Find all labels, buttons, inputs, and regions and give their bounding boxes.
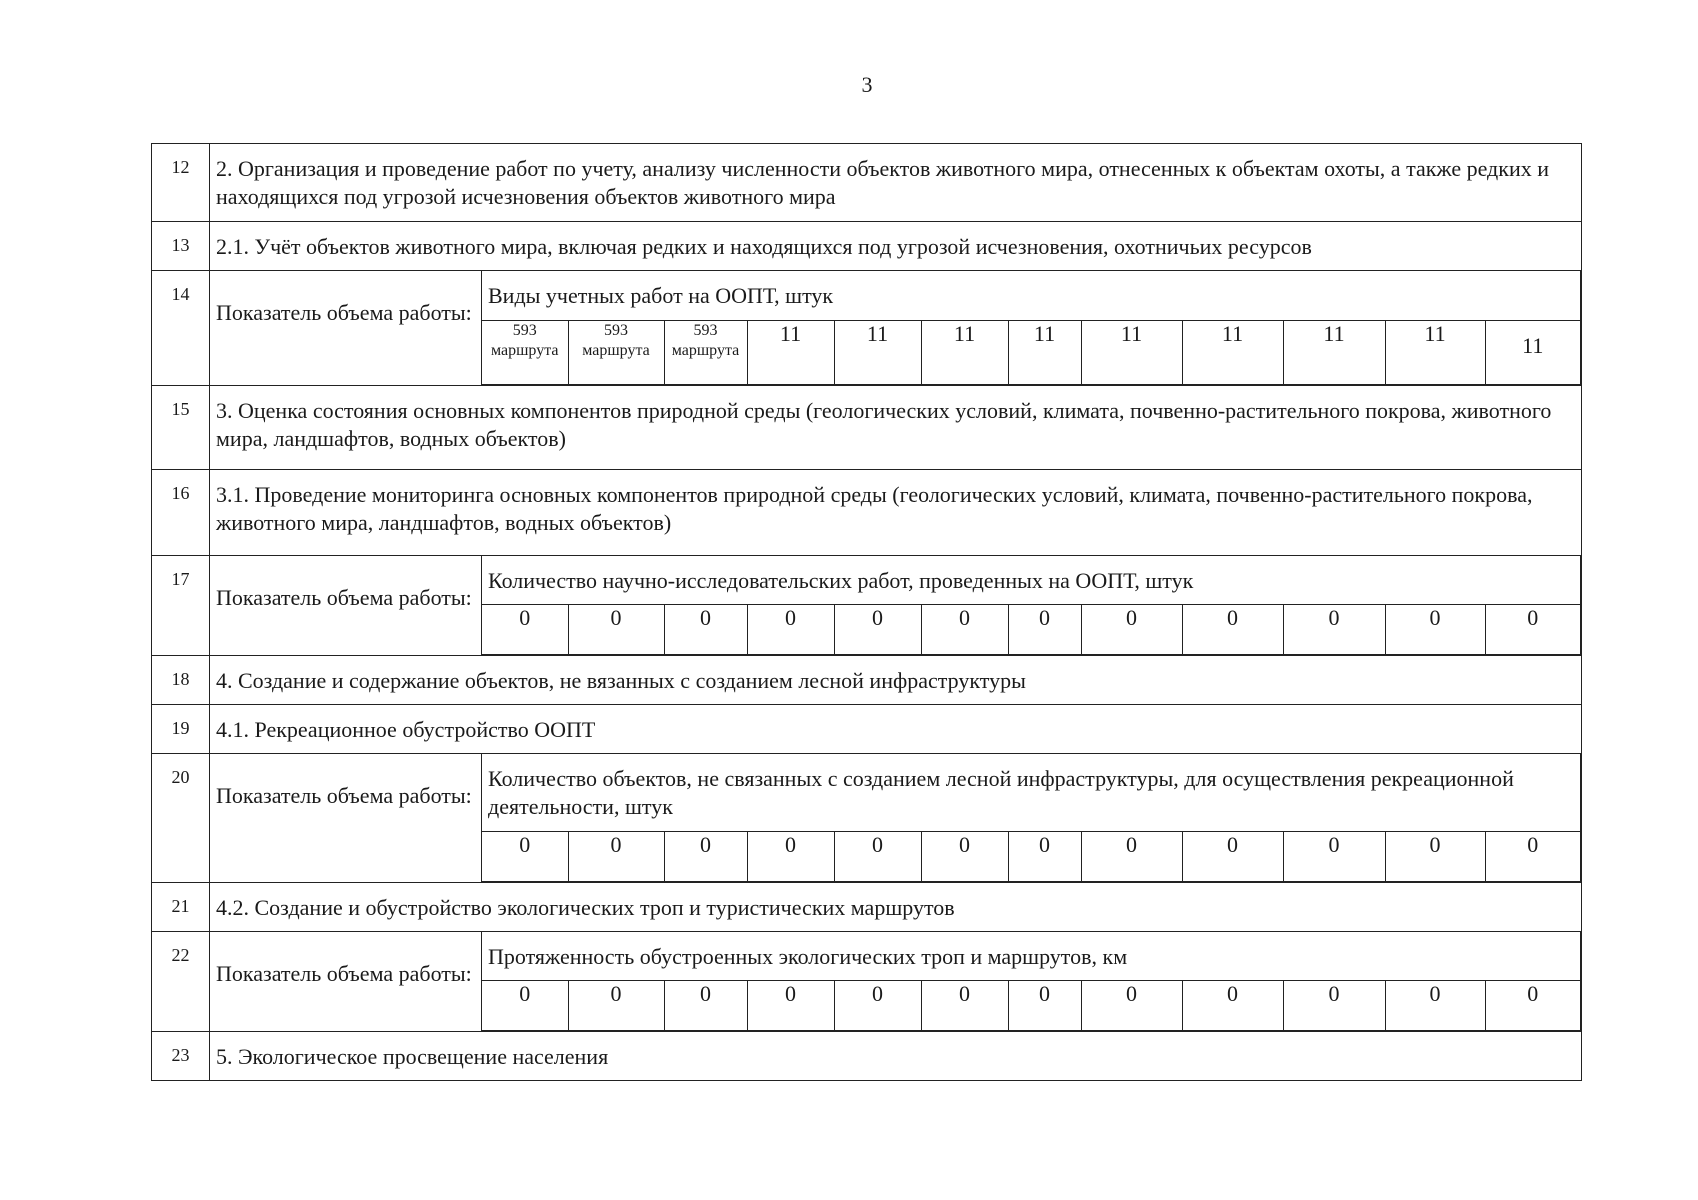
value-cell: 0 [1385,831,1485,881]
value-cell: 0 [1385,605,1485,655]
table-row [152,754,1582,883]
value-cell: 0 [568,981,664,1031]
value-cell: 0 [1182,831,1283,881]
indicator-label: Показатель объема работы: [210,271,482,386]
value: 593 [693,321,718,339]
section-title: 5. Экологическое просвещение населения [210,1032,1582,1081]
value-cell: 0 [1485,605,1581,655]
value-unit: маршрута [671,341,740,359]
value-unit: маршрута [582,341,650,359]
value-cell: 0 [1081,831,1182,881]
value-cell: 0 [921,831,1008,881]
value-cell: 0 [834,981,921,1031]
subsection-title: 2.1. Учёт объектов животного мира, включая редких и находящихся под угрозой исчезновения, охотничьих ресурсов [210,222,1582,271]
value-cell: 0 [921,981,1008,1031]
value-cell: 0 [1008,605,1081,655]
row-number: 22 [152,931,210,1032]
page-number: 3 [861,72,873,97]
row-number: 16 [152,469,210,555]
section-title: 4. Создание и содержание объектов, не вязанных с созданием лесной инфраструктуры [210,656,1582,705]
value-cell: 0 [1081,605,1182,655]
table-row [152,1032,1582,1081]
section-title: 2. Организация и проведение работ по учету, анализу численности объектов животного мира, отнесенных к объектам охоты, а также редких и находящихся под угрозой исчезновения объектов животного мира [210,144,1582,222]
value-cell: 0 [482,605,568,655]
table-row [152,555,1582,656]
value-cell: 0 [1182,605,1283,655]
indicator-header: Виды учетных работ на ООПТ, штук [482,271,1581,320]
value-cell: 11 [834,320,921,384]
value-cell: 0 [664,981,747,1031]
value-cell [482,320,568,384]
value-cell: 11 [747,320,834,384]
value-cell: 0 [664,831,747,881]
value-cell: 0 [664,605,747,655]
section-title: 3. Оценка состояния основных компонентов природной среды (геологических условий, климата, почвенно-растительного покрова, животного мира, ландшафтов, водных объектов) [210,385,1582,469]
value-unit: маршрута [490,341,559,359]
indicator-header: Количество научно-исследовательских работ, проведенных на ООПТ, штук [482,556,1581,605]
row-number: 18 [152,656,210,705]
indicator-values-table [482,556,1581,656]
table-row [152,705,1582,754]
indicator-label: Показатель объема работы: [210,931,482,1032]
value-cell: 11 [1485,320,1581,384]
indicator-label: Показатель объема работы: [210,754,482,883]
indicator-header: Протяженность обустроенных экологических троп и маршрутов, км [482,932,1581,981]
value-cell: 0 [834,605,921,655]
row-number: 19 [152,705,210,754]
row-number: 21 [152,882,210,931]
subsection-title: 4.1. Рекреационное обустройство ООПТ [210,705,1582,754]
value-cell [568,320,664,384]
value-cell: 0 [1485,831,1581,881]
value-cell: 0 [1008,831,1081,881]
table-row [152,656,1582,705]
value-cell: 11 [1283,320,1385,384]
value-cell: 0 [482,981,568,1031]
value-cell: 0 [1008,981,1081,1031]
row-number: 23 [152,1032,210,1081]
value-cell: 11 [921,320,1008,384]
table-row [152,385,1582,469]
value-cell [664,320,747,384]
indicator-values-table [482,754,1581,882]
row-number: 15 [152,385,210,469]
value-cell: 0 [568,831,664,881]
value: 593 [512,321,537,339]
value-cell: 11 [1182,320,1283,384]
row-number: 13 [152,222,210,271]
value-cell: 0 [1081,981,1182,1031]
value-cell: 0 [482,831,568,881]
indicator-block [482,931,1582,1032]
table-row [152,222,1582,271]
value-cell: 0 [1283,605,1385,655]
table-row [152,271,1582,386]
value-cell: 0 [1485,981,1581,1031]
row-number: 12 [152,144,210,222]
table-row [152,931,1582,1032]
value-cell: 0 [1283,831,1385,881]
value-cell: 0 [1283,981,1385,1031]
value-cell: 0 [1182,981,1283,1031]
value-cell: 11 [1385,320,1485,384]
value-cell: 11 [1008,320,1081,384]
row-number: 17 [152,555,210,656]
value-cell: 0 [747,831,834,881]
subsection-title: 4.2. Создание и обустройство экологических троп и туристических маршрутов [210,882,1582,931]
indicator-label: Показатель объема работы: [210,555,482,656]
row-number: 20 [152,754,210,883]
work-plan-table [151,143,1582,1081]
value-cell: 0 [1385,981,1485,1031]
value: 593 [604,321,628,339]
indicator-block [482,271,1582,386]
value-cell: 0 [921,605,1008,655]
row-number: 14 [152,271,210,386]
table-row [152,882,1582,931]
indicator-header: Количество объектов, не связанных с созданием лесной инфраструктуры, для осуществления рекреационной деятельности, штук [482,754,1581,831]
indicator-values-table [482,271,1581,385]
value-cell: 0 [568,605,664,655]
value-cell: 0 [747,605,834,655]
value-cell: 0 [747,981,834,1031]
table-row [152,469,1582,555]
value-cell: 0 [834,831,921,881]
subsection-title: 3.1. Проведение мониторинга основных компонентов природной среды (геологических условий, климата, почвенно-растительного покрова, животного мира, ландшафтов, водных объектов) [210,469,1582,555]
indicator-values-table [482,932,1581,1032]
indicator-block [482,754,1582,883]
indicator-block [482,555,1582,656]
table-row [152,144,1582,222]
value-cell: 11 [1081,320,1182,384]
